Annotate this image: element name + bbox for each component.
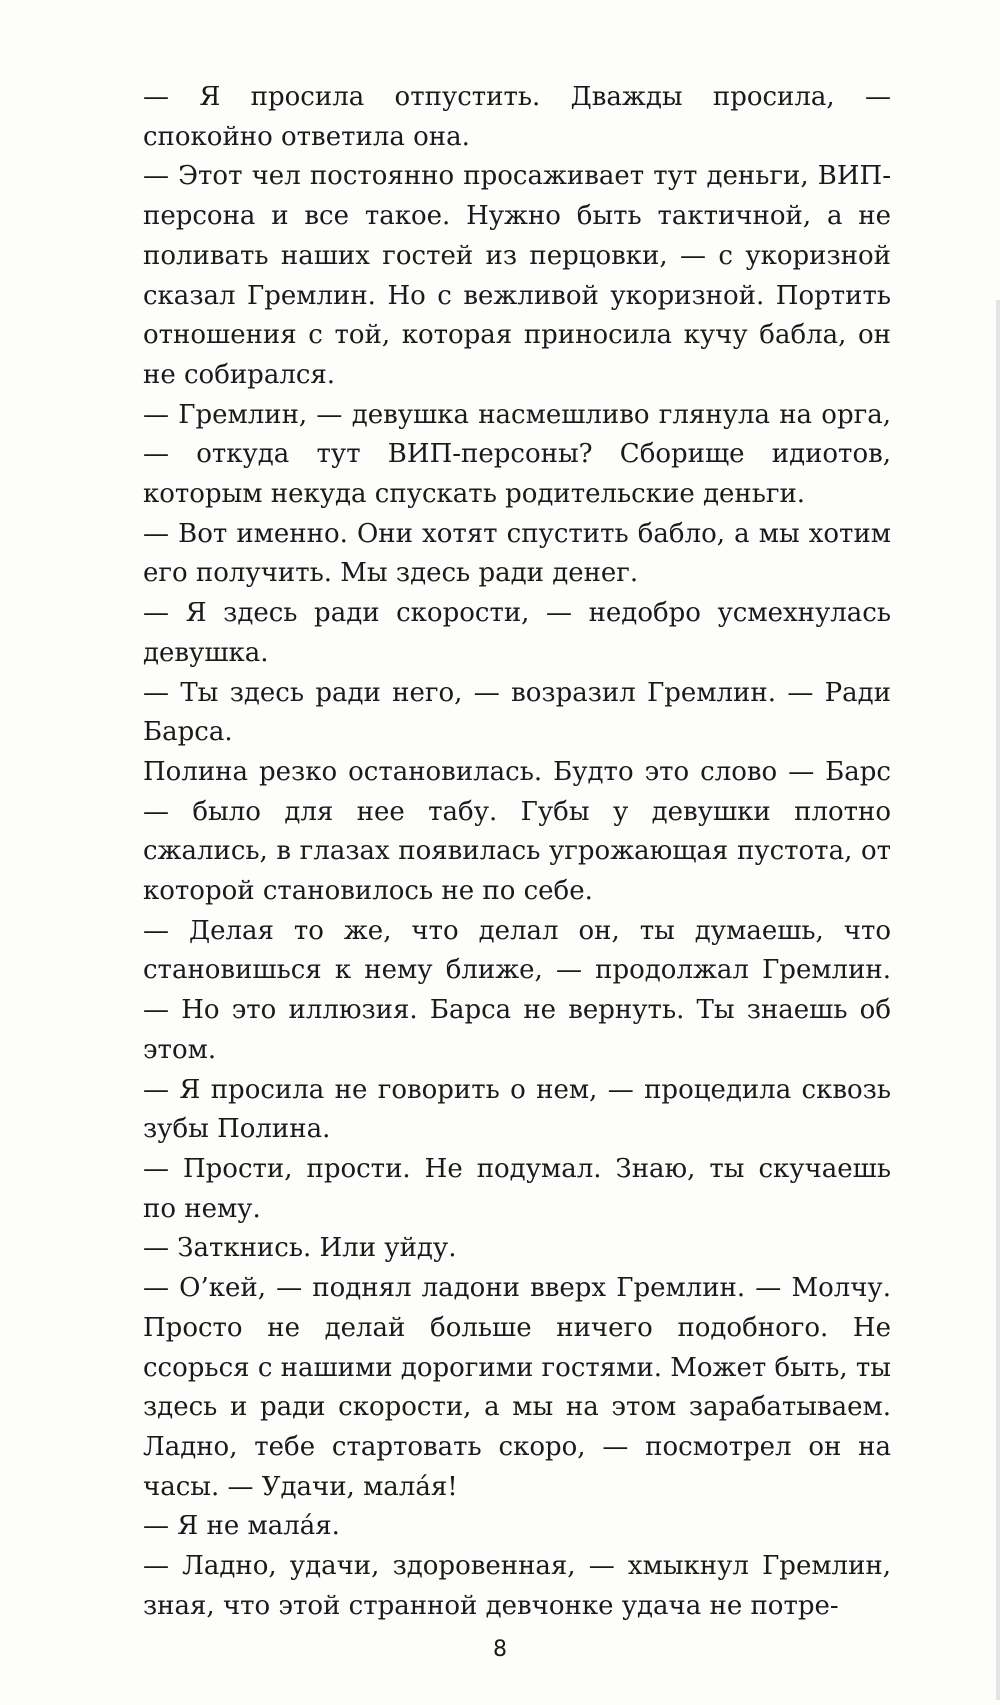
paragraph: — Ты здесь ради него, — возразил Гремлин. — Ради Барса.	[143, 677, 891, 748]
paragraph: — Заткнись. Или уйду.	[143, 1233, 457, 1264]
paragraph: — Вот именно. Они хотят спустить бабло, а мы хотим его получить. Мы здесь ради денег.	[143, 518, 891, 589]
paragraph: — Я просила отпустить. Дважды просила, — спокойно ответила она.	[143, 82, 891, 152]
page-edge-shadow	[996, 300, 1000, 1700]
paragraph: — Прости, прости. Не подумал. Знаю, ты скучаешь по нему.	[143, 1153, 891, 1224]
paragraph: — Я здесь ради скорости, — недобро усмехнулась девушка.	[143, 598, 891, 668]
paragraph: — Я не мала́я.	[143, 1511, 340, 1542]
paragraph: — Делая то же, что делал он, ты думаешь, что становишься к нему ближе, — продолжал Гремлин. — Но это иллюзия. Барса не вернуть. Ты знаешь об этом.	[143, 915, 891, 1065]
body-text	[143, 78, 891, 1626]
paragraph: — Ладно, удачи, здоровенная, — хмыкнул Гремлин, зная, что этой странной девчонке удача не потре-	[143, 1551, 891, 1621]
paragraph: — Я просила не говорить о нем, — процедила сквозь зубы Полина.	[143, 1074, 891, 1145]
paragraph: Полина резко остановилась. Будто это слово — Барс — было для нее табу. Губы у девушки плотно сжались, в глазах появилась угрожающая пустота, от которой становилось не по себе.	[143, 756, 891, 907]
paragraph: — О’кей, — поднял ладони вверх Гремлин. — Молчу. Просто не делай больше ничего подобного. Не ссорься с нашими дорогими гостями. Может быть, ты здесь и ради скорости, а мы на этом зарабатываем. Ладно, тебе стартовать скоро, — посмотрел он на часы. — Удачи, мала́я!	[143, 1273, 891, 1502]
paragraph: — Гремлин, — девушка насмешливо глянула на орга, — откуда тут ВИП-персоны? Сборище идиотов, которым некуда спускать родительские деньги.	[143, 399, 891, 510]
page-number: 8	[493, 1637, 507, 1662]
paragraph: — Этот чел постоянно просаживает тут деньги, ВИП-персона и все такое. Нужно быть тактичной, а не поливать наших гостей из перцовки, — с укоризной сказал Гремлин. Но с вежливой укоризной. Портить отношения с той, которая приносила кучу бабла, он не собирался.	[143, 161, 891, 390]
